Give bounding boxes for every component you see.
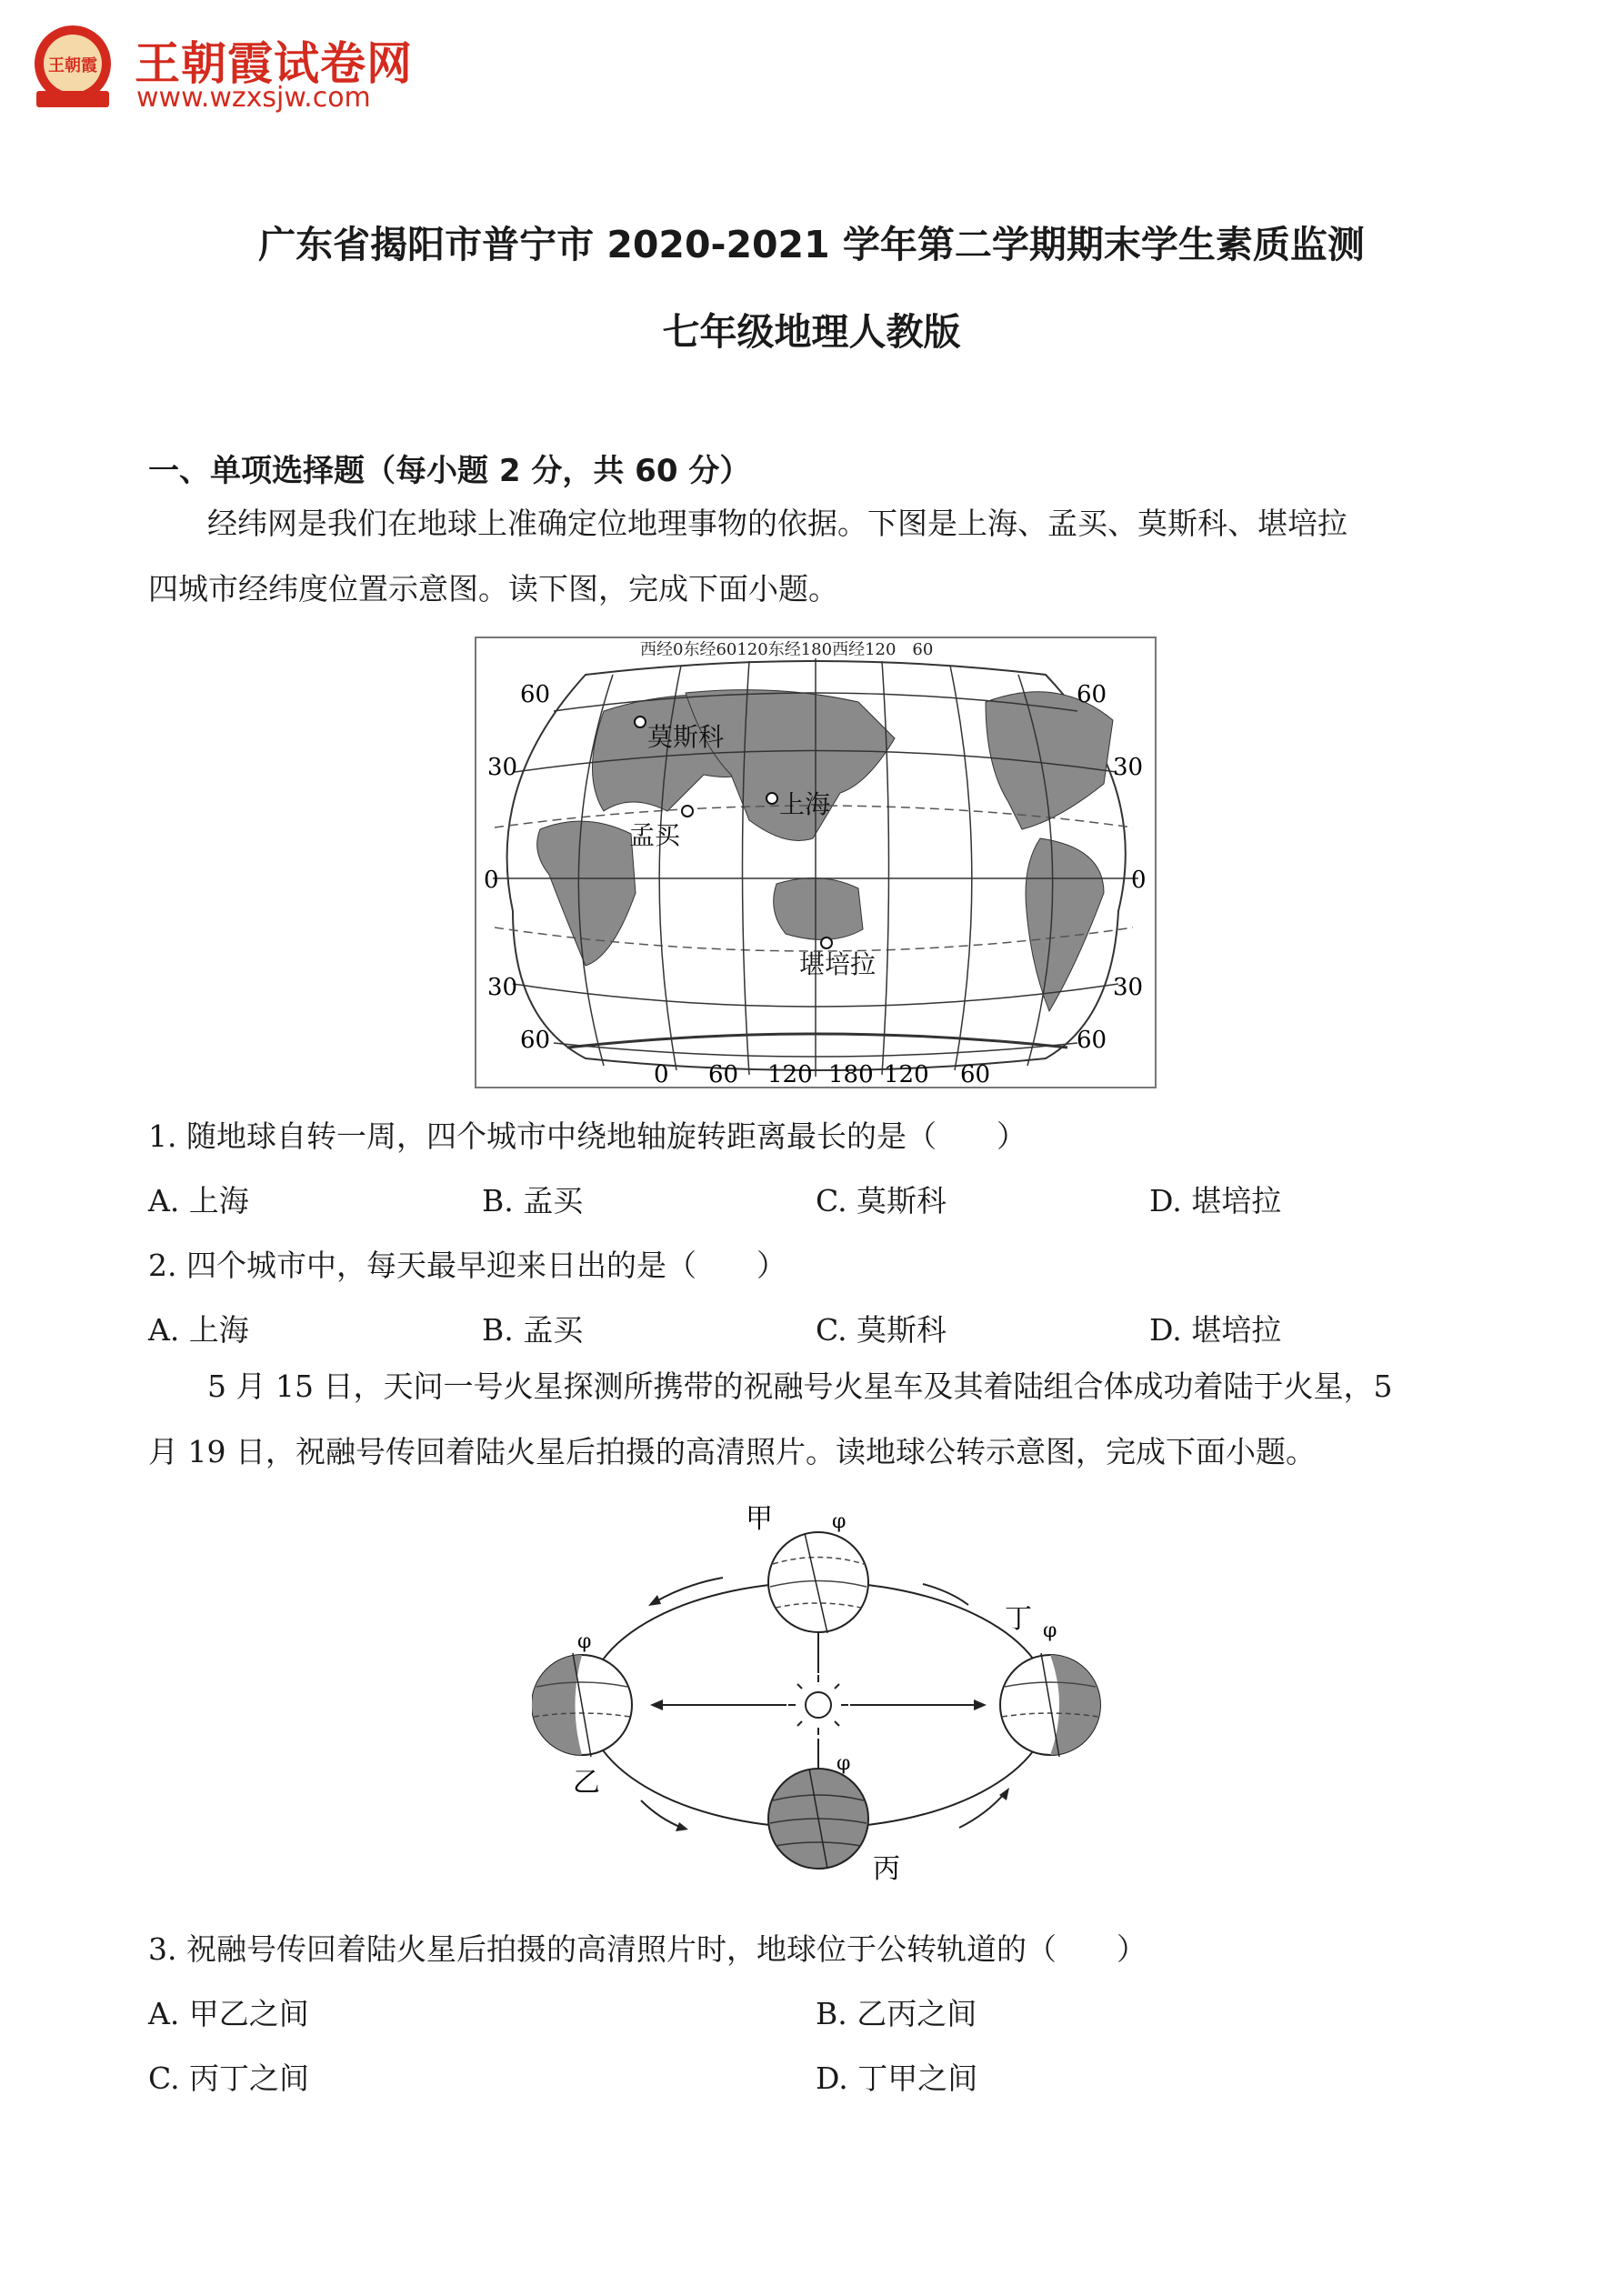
q1-option-a[interactable]: A. 上海 [148,1183,249,1218]
earth-yi [532,1653,632,1757]
sun-icon [788,1675,848,1735]
lon-label-0: 0 [654,1061,669,1087]
lat-label-left-60n: 60 [520,681,551,708]
earth-ding [1000,1653,1100,1757]
site-logo [25,20,413,120]
lon-label-120: 120 [767,1061,813,1087]
mumbai-marker [682,806,693,817]
pole-bing-icon: φ [837,1752,851,1775]
lat-label-right-0: 0 [1131,867,1147,894]
q2-option-b[interactable]: B. 孟买 [482,1312,584,1348]
canberra-marker [821,937,832,948]
orbit-arrow-top-left [655,1578,723,1602]
q3-option-c[interactable]: C. 丙丁之间 [148,2060,310,2096]
orbit-arrow-bottom-right [959,1793,1005,1828]
q1-option-d[interactable]: D. 堪培拉 [1149,1183,1282,1218]
earth-jia [768,1532,868,1633]
lat-label-right-60s: 60 [1077,1027,1107,1054]
logo-badge-icon [25,20,120,115]
q2-option-d[interactable]: D. 堪培拉 [1149,1312,1282,1348]
shanghai-label: 上海 [779,789,831,819]
orbit-arrow-bottom-left [641,1800,682,1828]
earth-bing [768,1769,868,1869]
world-map-figure [475,637,1157,1088]
exam-title: 广东省揭阳市普宁市 2020-2021 学年第二学期期末学生素质监测 [258,223,1365,266]
lon-label-60w: 60 [960,1061,991,1087]
lon-label-60: 60 [708,1061,739,1087]
lat-label-right-60n: 60 [1077,681,1107,708]
lat-label-right-30n: 30 [1113,754,1144,781]
lat-label-right-30s: 30 [1113,974,1144,1001]
world-map-svg [476,638,1155,1087]
intro1-line1: 经纬网是我们在地球上准确定位地理事物的依据。下图是上海、孟买、莫斯科、堪培拉 [207,506,1347,541]
moscow-label: 莫斯科 [647,722,725,752]
intro1-line2: 四城市经纬度位置示意图。读下图，完成下面小题。 [148,571,838,607]
label-bing: 丙 [873,1853,900,1882]
question-3-stem: 3. 祝融号传回着陆火星后拍摄的高清照片时，地球位于公转轨道的（ ） [148,1931,1147,1967]
lat-label-left-60s: 60 [520,1027,551,1054]
label-yi: 乙 [573,1767,600,1799]
mumbai-label: 孟买 [629,820,681,850]
lon-label-180: 180 [828,1061,874,1087]
label-ding: 丁 [1005,1603,1032,1635]
logo-name: 王朝霞试卷网 [135,37,413,90]
pole-jia-icon: φ [832,1510,847,1533]
exam-subtitle: 七年级地理人教版 [662,310,961,354]
logo-badge-text: 王朝霞 [48,56,97,75]
shanghai-marker [766,793,777,804]
q2-option-a[interactable]: A. 上海 [148,1312,249,1348]
q2-option-c[interactable]: C. 莫斯科 [816,1312,947,1348]
question-2-stem: 2. 四个城市中，每天最早迎来日出的是（ ） [148,1248,786,1283]
intro2-line1: 5 月 15 日，天问一号火星探测所携带的祝融号火星车及其着陆组合体成功着陆于火星，5 [207,1369,1393,1404]
pole-yi-icon: φ [577,1630,592,1653]
q3-option-d[interactable]: D. 丁甲之间 [816,2060,978,2096]
lat-label-left-30s: 30 [487,974,518,1001]
moscow-marker [635,717,646,727]
lat-label-left-0: 0 [484,867,499,894]
lon-label-120w: 120 [884,1061,929,1087]
australia-shape [774,878,863,940]
map-top-label: 西经0东经60120东经180西经120 60 [640,640,934,659]
label-jia: 甲 [746,1503,773,1535]
canberra-label: 堪培拉 [799,949,877,979]
lat-label-left-30n: 30 [487,754,518,781]
intro2-line2: 月 19 日，祝融号传回着陆火星后拍摄的高清照片。读地球公转示意图，完成下面小题。 [148,1434,1316,1469]
earth-orbit-diagram [532,1500,1114,1882]
q3-option-b[interactable]: B. 乙丙之间 [816,1996,977,2031]
question-1-stem: 1. 随地球自转一周，四个城市中绕地轴旋转距离最长的是（ ） [148,1118,1027,1154]
q1-option-b[interactable]: B. 孟买 [482,1183,584,1218]
pole-ding-icon: φ [1043,1619,1057,1642]
section-title: 一、单项选择题（每小题 2 分，共 60 分） [148,453,751,489]
q1-option-c[interactable]: C. 莫斯科 [816,1183,947,1218]
q3-option-a[interactable]: A. 甲乙之间 [148,1996,309,2031]
logo-url[interactable]: www.wzxsjw.com [136,82,371,114]
